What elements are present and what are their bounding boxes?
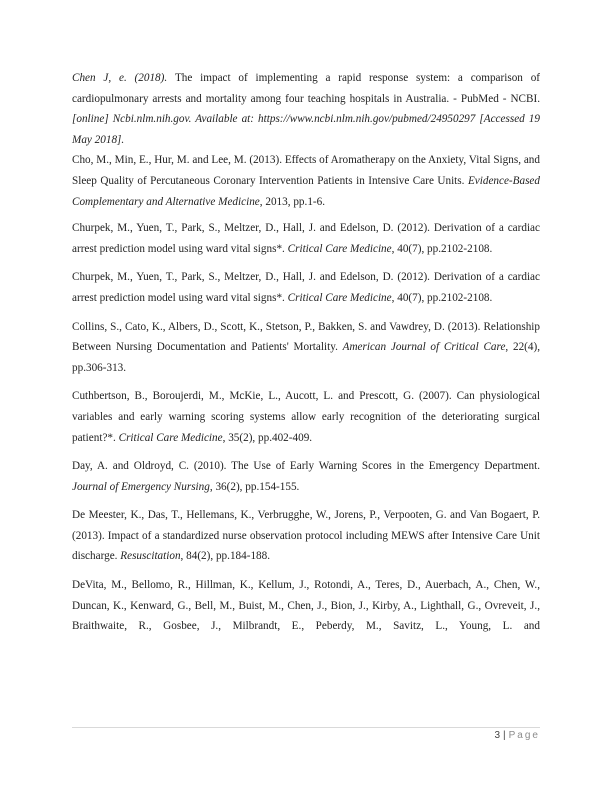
ref-part: Day, A. and Oldroyd, C. (2010). The Use of Early Warning Scores in the Emergency Department. — [72, 460, 540, 473]
ref-part: , 2013, pp.1-6. — [259, 195, 326, 208]
ref-part: Churpek, M., Yuen, T., Park, S., Meltzer, D., Hall, J. and Edelson, D. (2012). Derivation of a cardiac arrest prediction model using ward vital signs*. — [72, 222, 540, 255]
page-label: Page — [508, 730, 540, 741]
ref-part: Collins, S., Cato, K., Albers, D., Scott, K., Stetson, P., Bakken, S. and Vawdrey, D. (2013). Relationship Between Nursing Documentation and Patients' Mortality. — [72, 320, 540, 354]
reference-entry-chen — [72, 68, 540, 150]
page-footer — [494, 730, 540, 741]
ref-part: Churpek, M., Yuen, T., Park, S., Meltzer, D., Hall, J. and Edelson, D. (2012). Derivation of a cardiac arrest prediction model using ward vital signs*. — [72, 271, 540, 304]
ref-journal: Evidence-Based Complementary and Alternative Medicine — [72, 174, 540, 208]
reference-list — [72, 68, 540, 645]
ref-part: , 40(7), pp.2102-2108. — [391, 291, 493, 304]
ref-part: DeVita, M., Bellomo, R., Hillman, K., Kellum, J., Rotondi, A., Teres, D., Auerbach, A., Chen, W., Duncan, K., Kenward, G., Bell, M., Buist, M., Chen, J., Bion, J., Kirby, A., Lighthall, G., Ovreveit, J., Braithwaite, R., Gosbee, J., Milbrandt, E., Peberdy, M., Savitz, L., Young, L. and — [72, 579, 540, 633]
ref-part: [online] Ncbi.nlm.nih.gov. Available at: https://www.ncbi.nlm.nih.gov/pubmed/24950297 [Accessed 19 May 2018]. — [72, 113, 540, 146]
reference-entry-de-meester — [72, 505, 540, 567]
page-number: 3 — [494, 730, 501, 741]
reference-entry-churpek-1 — [72, 218, 540, 259]
ref-journal: American Journal of Critical Care — [342, 341, 506, 354]
footer-divider — [72, 727, 540, 728]
reference-entry-cuthbertson — [72, 386, 540, 448]
reference-entry-collins — [72, 317, 540, 379]
ref-part: , 40(7), pp.2102-2108. — [391, 242, 493, 255]
ref-part: Cuthbertson, B., Boroujerdi, M., McKie, L., Aucott, L. and Prescott, G. (2007). Can physiological variables and early warning scoring systems allow early recognition of the deteriorating surgical patient?*. — [72, 390, 540, 444]
ref-part: Cho, M., Min, E., Hur, M. and Lee, M. (2013). Effects of Aromatherapy on the Anxiety, Vital Signs, and Sleep Quality of Percutaneous Coronary Intervention Patients in Intensive Care Units. — [72, 154, 540, 187]
ref-part: Chen J, e. (2018). — [72, 72, 175, 84]
reference-entry-churpek-2 — [72, 267, 540, 308]
ref-part: The impact of implementing a rapid response system: a comparison of cardiopulmonary arrests and mortality among four teaching hospitals in Australia. - PubMed - NCBI. — [72, 72, 541, 105]
ref-journal: Critical Care Medicine — [287, 291, 392, 304]
ref-journal: Journal of Emergency Nursing — [72, 480, 210, 493]
ref-part: , 35(2), pp.402-409. — [222, 431, 313, 444]
footer-separator: | — [503, 730, 506, 741]
reference-entry-cho — [72, 150, 540, 212]
ref-journal: Resuscitation — [120, 550, 181, 563]
ref-part: , 36(2), pp.154-155. — [209, 480, 300, 493]
ref-part: , 84(2), pp.184-188. — [180, 550, 271, 563]
ref-part: De Meester, K., Das, T., Hellemans, K., Verbrugghe, W., Jorens, P., Verpooten, G. and Van Bogaert, P. (2013). Impact of a standardized nurse observation protocol including MEWS after Intensive Care Unit discharge. — [72, 509, 540, 563]
ref-part: , 22(4), pp.306-313. — [72, 341, 541, 374]
ref-journal: Critical Care Medicine — [118, 431, 223, 444]
reference-entry-devita — [72, 575, 540, 637]
ref-journal: Critical Care Medicine — [287, 242, 392, 255]
reference-entry-day — [72, 456, 540, 497]
